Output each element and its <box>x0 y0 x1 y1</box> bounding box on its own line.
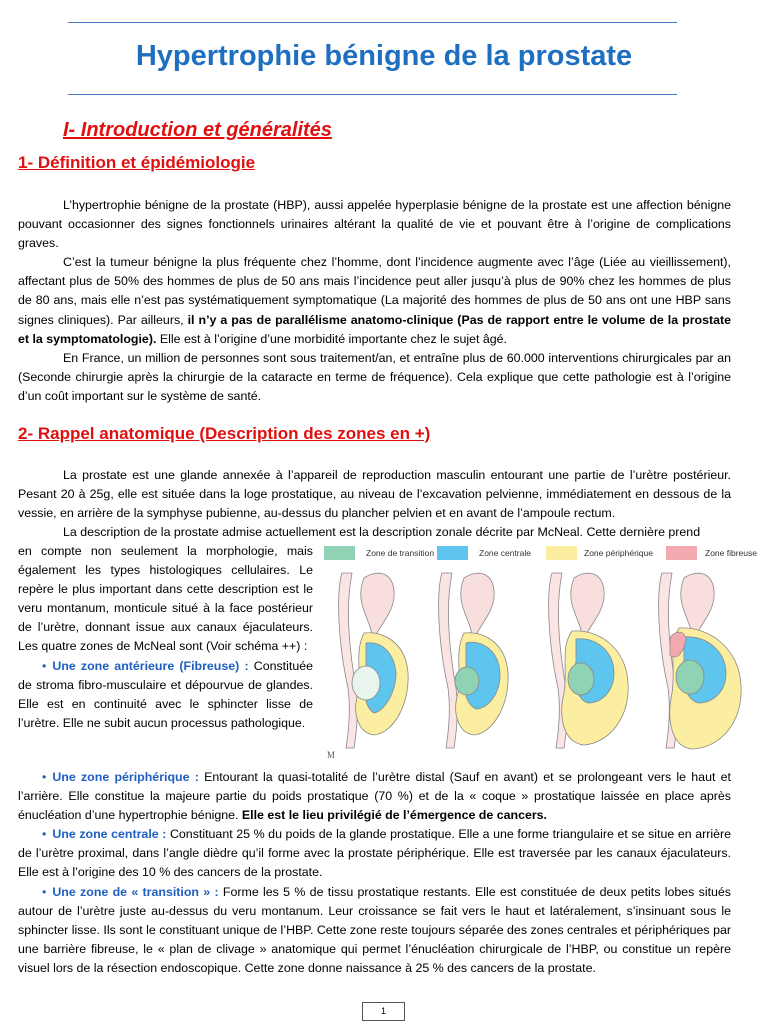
bullet-icon: • <box>42 658 47 673</box>
anatomy-text <box>18 466 731 542</box>
bullet-icon: • <box>42 770 47 784</box>
zone-transition: • Une zone de « transition » : Forme les 5 % de tissu prostatique restants. Elle est constituée de deux petits lobes situés autour de l’urètre juste au-dessus du veru montanum. Leur croissance se fait vers le haut et latéralement, s’insinuant sous le sphincter lisse. Ils sont le constituant unique de l’HBP. Cette zone reste toujours séparée des zones centrales et périphériques par une barrière fibreuse, le « plan de clivage » anatomique qui permet l’énucléation chirurgicale de l’HBP, ou constitue un repère visuel lors de la résection endoscopique. Cette zone donne naissance à 25 % des cancers de la prostate. <box>18 884 731 975</box>
subheading-anatomy: 2- Rappel anatomique (Description des zones en +) <box>18 424 431 443</box>
paragraph-prostate: La prostate est une glande annexée à l’appareil de reproduction masculin entourant une partie de l’urètre postérieur. Pesant 20 à 25g, elle est située dans la loge prostatique, au niveau de l’excavation pelvienne, immédiatement en dessous de la vessie, en arrière de la symphyse pubienne, au-dessus du plancher pelvien et en avant de l’ampoule rectum. <box>18 468 731 521</box>
page-number: 1 <box>362 1002 405 1021</box>
paragraph-mcneal-intro: La description de la prostate admise actuellement est la description zonale décrite par McNeal. Cette dernière prend <box>63 525 701 540</box>
zone-anterior: • Une zone antérieure (Fibreuse) : Constituée de stroma fibro-musculaire et dépourvue de glandes. Elle est en continuité avec le sphincter lisse de l’urètre. Elle ne subit aucun processus pathologique. <box>18 658 313 730</box>
top-rule <box>68 22 677 23</box>
legend-swatch-transition <box>324 546 355 560</box>
paragraph-epidemiology: C’est la tumeur bénigne la plus fréquente chez l’homme, dont l’incidence augmente avec l’âge (Liée au vieillissement), affectant plus de 50% des hommes de plus de 50 ans mais l’incidence peut aller jusqu’à plus de 90% chez les hommes de plus de 80 ans, mais elle n’est pas systématiquement symptomatique (La majorité des hommes de plus de 50 ans ont une HBP sans signes cliniques). Par ailleurs, il n’y a pas de parallélisme anatomo-clinique (Pas de rapport entre le volume de la prostate et la symptomatologie). Elle est à l’origine d’une morbidité importante chez le sujet âgé. <box>18 255 732 346</box>
bullet-icon: • <box>42 827 47 842</box>
figure-legend <box>324 546 757 560</box>
intro-text <box>18 196 731 406</box>
prostate-zones-figure <box>324 543 761 765</box>
zone-peripheral: • Une zone périphérique : Entourant la quasi-totalité de l’urètre distal (Sauf en avant) et se prolongeant vers le haut et l’arrière. Elle constitue la majeure partie du poids prostatique (70 %) et de la « coque » prostatique laissée en place après énucléation d’une hypertrophie bénigne. Elle est le lieu privilégié de l’émergence de cancers. <box>18 770 731 823</box>
subheading-definition: 1- Définition et épidémiologie <box>18 153 256 172</box>
prostate-drawing-3 <box>549 573 629 748</box>
page-title: Hypertrophie bénigne de la prostate <box>135 40 633 72</box>
mcneal-column <box>18 542 313 733</box>
legend-label-transition: Zone de transition <box>366 548 435 558</box>
paragraph-mcneal: en compte non seulement la morphologie, mais également les types histologiques cellulaires. Le repère le plus important dans cette description est le veru montanum, monticule situé à la face postérieur de l’urètre, donnant issue aux canaux éjaculateurs. Les quatre zones de McNeal sont (Voir schéma ++) : <box>18 544 313 654</box>
bullet-icon: • <box>42 884 47 899</box>
paragraph-definition: L’hypertrophie bénigne de la prostate (HBP), aussi appelée hyperplasie bénigne de la prostate est une affection bénigne pouvant occasionner des signes fonctionnels urinaires altérant la qualité de vie et pouvant être à l’origine de complications graves. <box>18 198 731 251</box>
legend-swatch-central <box>437 546 468 560</box>
figure-mark: M <box>327 750 336 760</box>
title-rule <box>68 94 677 95</box>
prostate-drawing-2 <box>439 573 509 748</box>
legend-label-fibrous: Zone fibreuse <box>705 548 757 558</box>
prostate-drawing-1 <box>339 573 409 748</box>
paragraph-france: En France, un million de personnes sont sous traitement/an, et entraîne plus de 60.000 interventions chirurgicales par an (Seconde chirurgie après la chirurgie de la cataracte en terme de fréquence). Cela explique que cette pathologie est à l’origine d’un coût important sur le système de santé. <box>18 350 731 403</box>
section-heading: I- Introduction et généralités <box>63 119 332 141</box>
prostate-drawing-4 <box>659 573 741 749</box>
legend-swatch-peripheral <box>546 546 577 560</box>
legend-swatch-fibrous <box>666 546 697 560</box>
zones-text <box>18 768 731 978</box>
zone-central: • Une zone centrale : Constituant 25 % du poids de la glande prostatique. Elle a une forme triangulaire et se situe en arrière de l’urètre proximal, dans l’angle dièdre qu’il forme avec la prostate périphérique. Elle est traversée par les canaux éjaculateurs. Elle est à l’origine des 10 % des cancers de la prostate. <box>18 827 732 880</box>
legend-label-peripheral: Zone périphérique <box>584 548 653 558</box>
legend-label-central: Zone centrale <box>479 548 531 558</box>
